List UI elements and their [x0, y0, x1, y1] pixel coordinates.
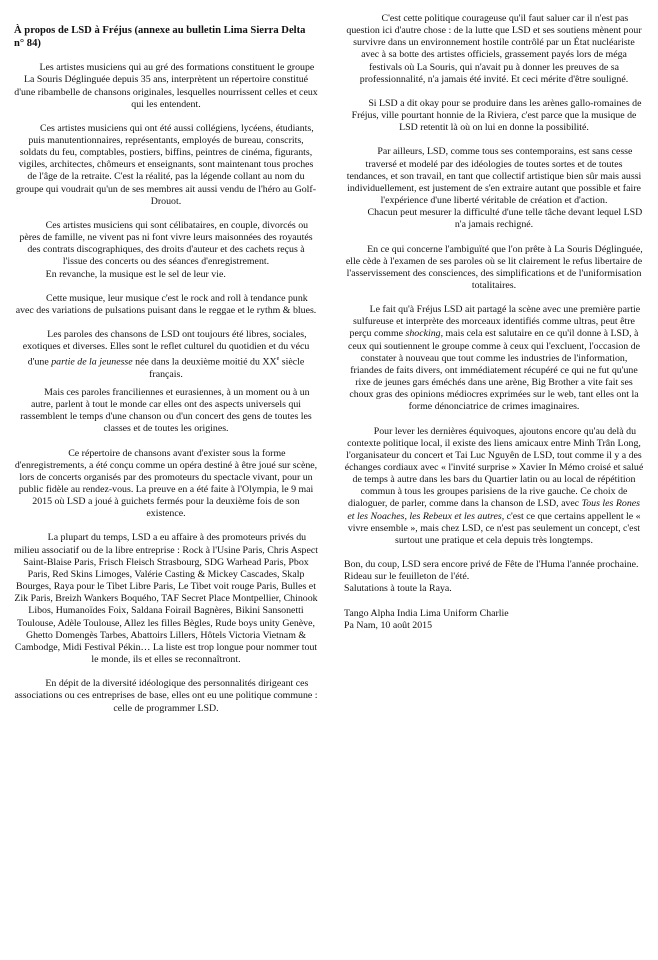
closing-line: Bon, du coup, LSD sera encore privé de Fête de l'Huma l'année prochaine. [344, 559, 639, 571]
signature-callsign: Tango Alpha India Lima Uniform Charlie [344, 607, 509, 619]
paragraph: Si LSD a dit okay pour se produire dans les arènes gallo-romaines de Fréjus, ville pourtant honnie de la Riviera, c'est parce que la musique de LSD retentit là où on lui en donne la possibilité. [351, 97, 642, 134]
paragraph: Ces artistes musiciens qui sont célibataires, en couple, divorcés ou pères de famille, ne vivent pas ni font vivre leurs maisonnées des royautés des contrats discographiques, des droits d'auteur et des cachets reçus à l'issue des concerts ou des séances d'enregistrement. [19, 219, 313, 268]
paragraph: Par ailleurs, LSD, comme tous ses contemporains, est sans cesse traversé et modelé par des idéologies de toutes sortes et de toutes tendances, et son travail, en tant que collectif artistique bien sûr mais aussi individuellement, est justement de s'en extraire autant que possible et faire l'expérience d'une liberté véritable de création et d'action. [346, 146, 642, 207]
paragraph: En dépit de la diversité idéologique des personnalités dirigeant ces associations ou ces entreprises de base, elles ont eu une politique commune : celle de programmer LSD. [14, 678, 318, 714]
signature-date: Pa Nam, 10 août 2015 [344, 619, 433, 631]
closing-line: Rideau sur le feuilleton de l'été. [344, 571, 470, 583]
italic-text: partie de la jeunesse [51, 356, 133, 368]
paragraph: En ce qui concerne l'ambiguïté que l'on prête à La Souris Déglinguée, elle cède à l'examen de ses paroles où se lit clairement le refus libertaire de l'asservissement des consciences, des simplifications et de l'uniformisation totalitaires. [345, 243, 643, 291]
paragraph: En revanche, la musique est le sel de leur vie. [45, 268, 226, 280]
italic-text: shocking [405, 328, 441, 340]
paragraph: Le fait qu'à Fréjus LSD ait partagé la scène avec une première partie sulfureuse et interprète des morceaux identifiés comme ultras, peut être perçu comme shocking, mais cela est salutaire en ce qu'il donne à LSD, à ceux qui soutiennent le groupe comme à ceux qui l'excluent, l'occasion de constater à nouveau que tout comme les industries de l'information, friandes de faits divers, ont immédiatement récupéré ce qui ne fut qu'une rixe de jeunes gars éméchés dans une arène, Big Brother a vite fait ses choux gras des opinions médiocres exprimées sur le web, tant elles ont la forme dénonciatrice de crimes imaginaires. [347, 304, 641, 413]
paragraph: Ce répertoire de chansons avant d'exister sous la forme d'enregistrements, a été conçu comme un opéra destiné à être joué sur scène, lors de concerts organisés par des promoteurs du spectacle vivant, pour un public fidèle au rendez-vous. La preuve en a été faite à l'Olympia, le 9 mai 2015 où LSD a joué à guichets fermés pour la deuxième fois de son existence. [14, 447, 318, 520]
paragraph: Les paroles des chansons de LSD ont toujours été libres, sociales, exotiques et diverses. Elles sont le reflet culturel du quotidien et du vécu d'une partie de la jeunesse née dans la deuxième moitié du XXe siècle français. [22, 329, 310, 380]
paragraph: Ces artistes musiciens qui ont été aussi collégiens, lycéens, étudiants, puis manutentionnaires, représentants, employés de bureau, conscrits, soldats du feu, comptables, postiers, biffins, peintres de cinéma, figurants, vigiles, architectes, chômeurs et enseignants, sont maintenant tous proches de l'âge de la retraite. C'est la réalité, pas la légende collant au nom du groupe qui voudrait qu'un de ses membres ait aussi vendu de l'héro au Golf-Drouot. [15, 122, 316, 207]
paragraph: Pour lever les dernières équivoques, ajoutons encore qu'au delà du contexte politique local, il existe des liens amicaux entre Minh Trân Long, l'organisateur du concert et Tai Luc Nguyên de LSD, tout comme il y a des échanges cordiaux avec « l'invité surprise » Xavier In Mémo croisé et salué de temps à autre dans les bars du Quartier latin ou au local de répétition commun à tous les groupes parisiens de la rive gauche. Ce choix de dialoguer, de parler, comme dans la chanson de LSD, avec Tous les Rones et les Noaches, les Rebeux et les autres, c'est ce que certains appellent le « vivre ensemble », mais chez LSD, ce n'est pas seulement un concept, c'est surtout une pratique et cela depuis très longtemps. [344, 425, 644, 546]
paragraph: Mais ces paroles franciliennes et eurasiennes, à un moment ou à un autre, parlent à tout le monde car elles ont des aspects universels qui rassemblent le temps d'une chanson ou d'un concert des gens de toutes les classes et de toutes les origines. [20, 386, 312, 435]
paragraph: Cette musique, leur musique c'est le rock and roll à tendance punk avec des variations de pulsations puisant dans le reggae et le rythm & blues. [15, 292, 317, 316]
italic-text: Tous les Rones et les Noaches, les Rebeux et les autres [347, 498, 640, 522]
right-column [344, 0, 644, 632]
paragraph: C'est cette politique courageuse qu'il faut saluer car il n'est pas question ici d'autre chose : de la lutte que LSD et ses soutiens mènent pour survivre dans un environnement hostile contrôlé par un État nucléariste avec à sa botte des artistes officiels, grassement payés lors de méga festivals où La Souris, qui n'avait pu à donner les preuves de sa professionnalité, n'a jamais été invité. Et ceci mérite d'être souligné. [346, 13, 642, 85]
closing-line: Salutations à toute la Raya. [344, 583, 452, 595]
paragraph: La plupart du temps, LSD a eu affaire à des promoteurs privés du milieu associatif ou de la libre entreprise : Rock à l'Usine Paris, Chris Aspect Saint-Blaise Paris, Frisch Fleisch Strasbourg, SDG Warhead Paris, Pbox Paris, Red Skins Limoges, Valérie Casting & Mickey Cascades, Skalp Bourges, Raya pour le Tibet Libre Paris, Le Tibet voit rouge Paris, Bulles et Zik Paris, Breizh Wankers Boquého, TAF Secret Place Montpellier, Chinook Libos, Humanoïdes Foix, Saldana Foirail Bagnères, Bikini Sansonetti Toulouse, Adèle Toulouse, Allez les filles Bègles, Rude boys unity Genève, Ghetto Domengès Tarbes, Abattoirs Lillers, Hôtels Victoria Vietnam & Cambodge, Midi Festival Pékin… La liste est trop longue pour nommer tout le monde, ils et elles se reconnaîtront. [14, 532, 318, 666]
left-column [14, 0, 318, 715]
paragraph: Les artistes musiciens qui au gré des formations constituent le groupe La Souris Déglinguée depuis 35 ans, interprètent un répertoire constitué d'une ribambelle de chansons originales, lesquelles nourrissent celles et ceux qui les entendent. [14, 62, 318, 110]
paragraph: Chacun peut mesurer la difficulté d'une telle tâche devant lequel LSD n'a jamais rechigné. [367, 207, 643, 231]
article-title: À propos de LSD à Fréjus (annexe au bulletin Lima Sierra Delta n° 84) [14, 25, 306, 49]
